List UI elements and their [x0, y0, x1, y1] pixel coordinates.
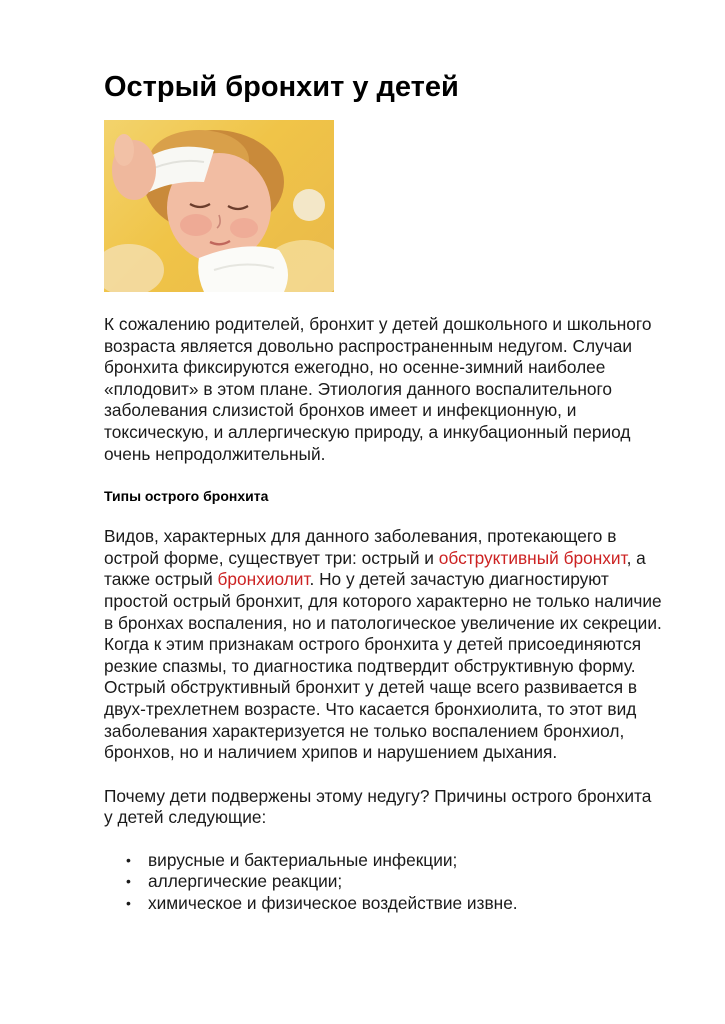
- page-title: Острый бронхит у детей: [104, 71, 459, 103]
- bullet-icon: •: [126, 895, 131, 912]
- section-heading: Типы острого бронхита: [104, 488, 269, 505]
- list-item: [126, 893, 664, 915]
- list-item-text: вирусные и бактериальные инфекции;: [148, 849, 458, 870]
- causes-list: [104, 850, 664, 915]
- bullet-icon: •: [126, 851, 131, 868]
- types-text-2: , а также острый: [104, 547, 646, 590]
- document-page: [104, 70, 664, 915]
- intro-paragraph: К сожалению родителей, бронхит у детей дошкольного и школьного возраста является довольно распространенным недугом. Случаи бронхита фиксируются ежегодно, но осенне-зимний наиболее «плодовит» в этом плане. Этиология данного воспалительного заболевания слизистой бронхов имеет и инфекционную, и токсическую, и аллергическую природу, а инкубационный период очень непродолжительный.: [104, 314, 652, 464]
- bronchiolitis-link[interactable]: бронхиолит: [217, 569, 310, 590]
- sick-child-photo: [104, 120, 334, 292]
- sick-child-illustration: [104, 120, 334, 292]
- list-item: [126, 850, 664, 872]
- types-text-3: . Но у детей зачастую диагностируют простой острый бронхит, для которого характерно не только наличие в бронхах воспаления, но и патологическое увеличение их секреции. Когда к этим признакам острого бронхита у детей присоединяются резкие спазмы, то диагностика подтвердит обструктивную форму. Острый обструктивный бронхит у детей чаще всего развивается в двух-трехлетнем возрасте. Что касается бронхиолита, то этот вид заболевания характеризуется не только воспалением бронхиол, бронхов, но и наличием хрипов и нарушением дыхания.: [104, 569, 662, 763]
- list-item: [126, 871, 664, 893]
- bullet-icon: •: [126, 873, 131, 890]
- causes-intro-paragraph: Почему дети подвержены этому недугу? Причины острого бронхита у детей следующие:: [104, 785, 652, 828]
- types-paragraph: [104, 526, 664, 764]
- obstructive-bronchitis-link[interactable]: обструктивный бронхит: [438, 547, 627, 568]
- list-item-text: аллергические реакции;: [148, 871, 343, 892]
- types-text-1: Видов, характерных для данного заболевания, протекающего в острой форме, существует три: острый и: [104, 526, 617, 568]
- list-item-text: химическое и физическое воздействие извне.: [148, 893, 518, 914]
